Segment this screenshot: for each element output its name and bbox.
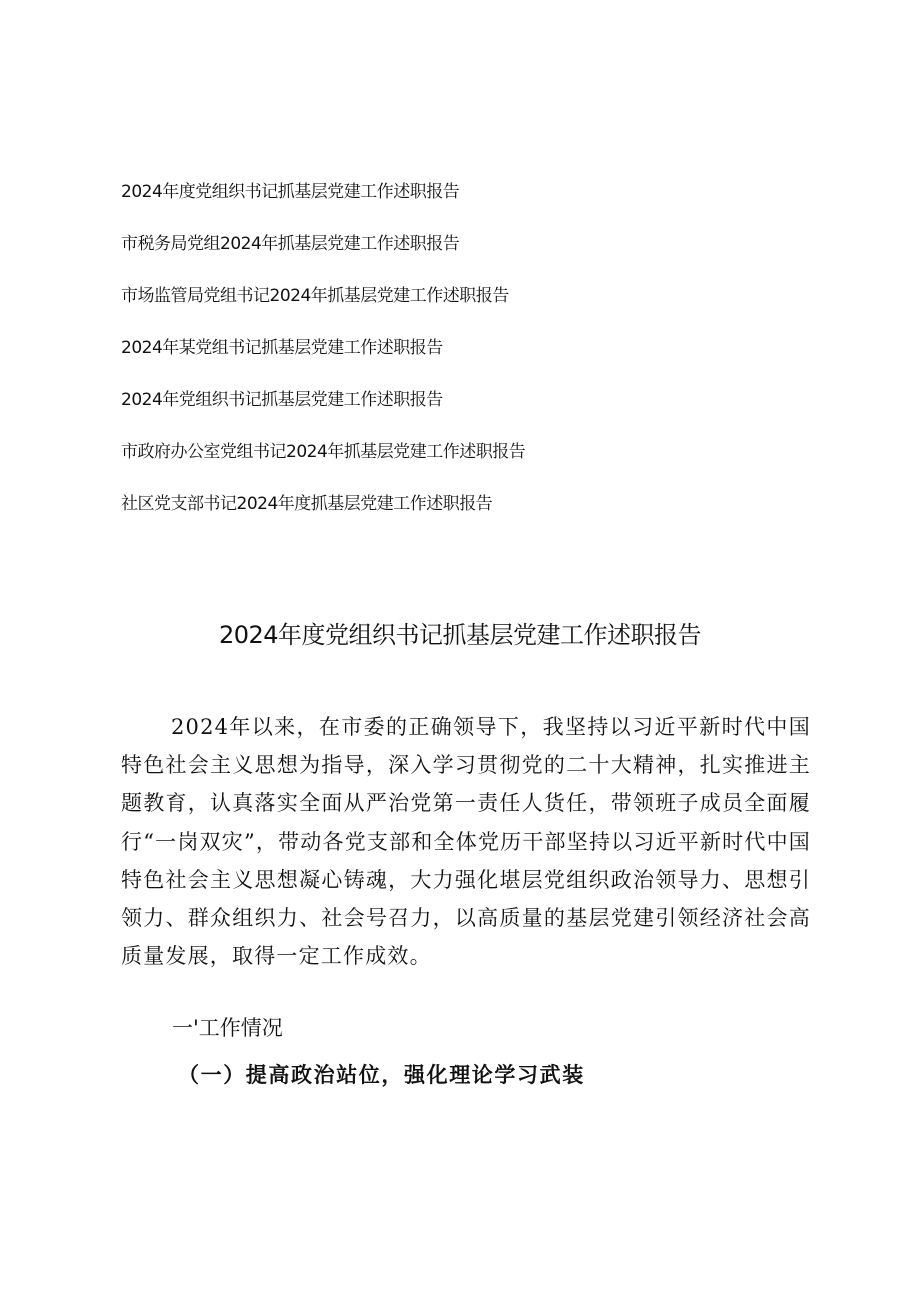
toc-item: 市税务局党组2024年抓基层党建工作述职报告 (121, 234, 460, 254)
toc-item: 2024年度党组织书记抓基层党建工作述职报告 (121, 182, 460, 202)
toc-item: 社区党支部书记2024年度抓基层党建工作述职报告 (121, 494, 493, 514)
toc-item: 2024年党组织书记抓基层党建工作述职报告 (121, 390, 443, 410)
table-of-contents (121, 182, 525, 546)
section-heading: 一'工作情况 (172, 1016, 283, 1040)
intro-paragraph: 2024年以来，在市委的正确领导下，我坚持以习近平新时代中国特色社会主义思想为指导，深入学习贯彻党的二十大精神，扎实推进主题教育，认真落实全面从严治党第一责任人货任，带领班子成员全面履行“一岗双灾”，带动各党支部和全体党历干部坚持以习近平新时代中国特色社会主义思想凝心铸魂，大力强化堪层党组织政治领导力、思想引领力、群众组织力、社会号召力，以高质量的基层党建引领经济社会高质量发展，取得一定工作成效。 (121, 715, 811, 969)
toc-item: 市场监管局党组书记2024年抓基层党建工作述职报告 (121, 286, 509, 306)
toc-item: 市政府办公室党组书记2024年抓基层党建工作述职报告 (121, 442, 526, 462)
sub-heading: （一）提高政治站位，强化理论学习武装 (178, 1062, 585, 1087)
document-title: 2024年度党组织书记抓基层党建工作述职报告 (218, 621, 702, 649)
toc-item: 2024年某党组书记抓基层党建工作述职报告 (121, 338, 443, 358)
